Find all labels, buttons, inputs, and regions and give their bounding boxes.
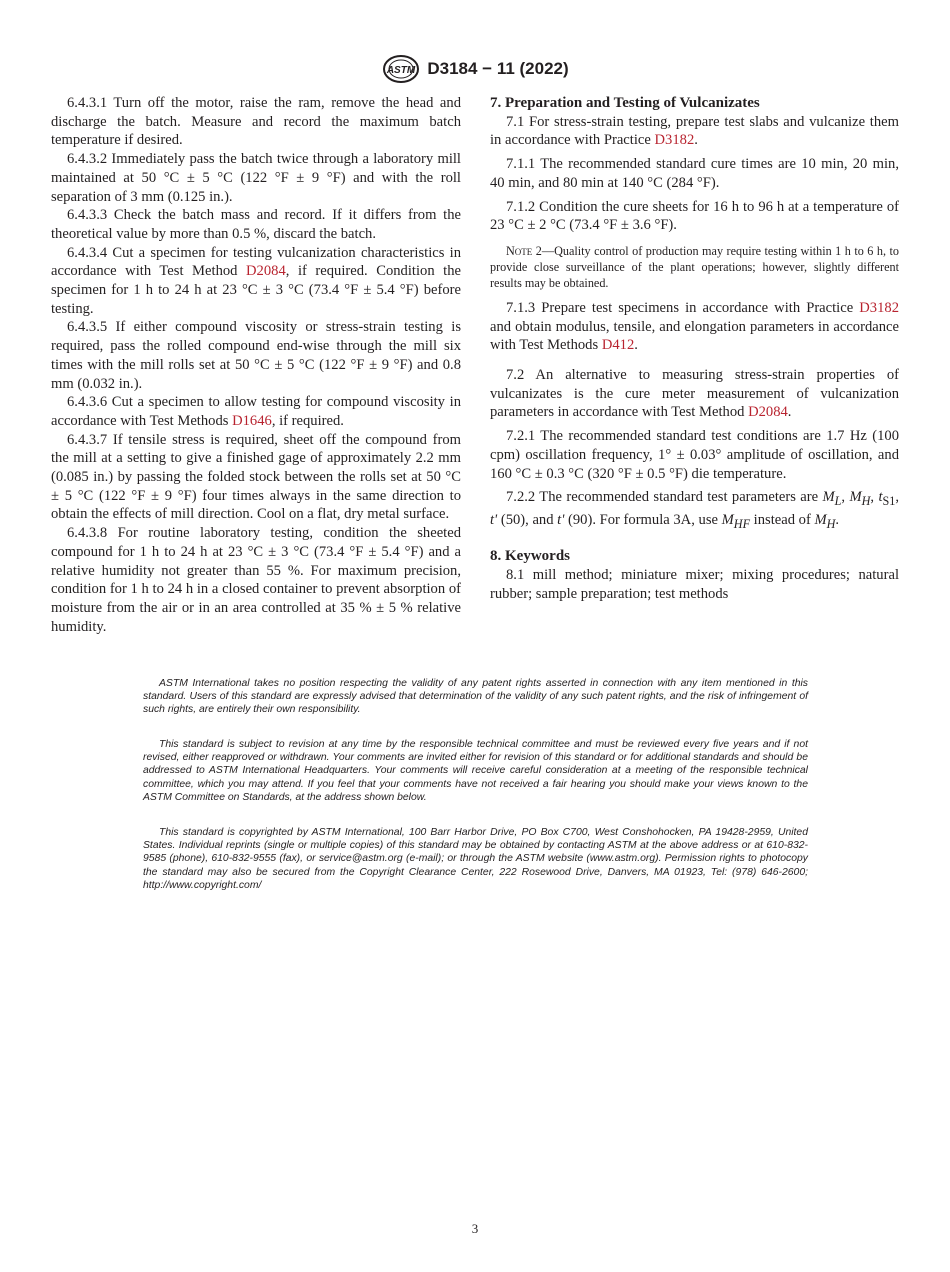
paragraph-8-1: 8.1 mill method; miniature mixer; mixing procedures; natural rubber; sample preparation; test methods	[490, 567, 899, 602]
patent-notice: ASTM International takes no position respecting the validity of any patent rights asserted in connection with any item mentioned in this standard. Users of this standard are expressly advised that determination of the validity of any such patent rights, and the risk of infringement of such rights, are entirely their own responsibility.	[143, 678, 808, 716]
link-d3182[interactable]: D3182	[654, 132, 695, 149]
paragraph-7-2-2: 7.2.2 The recommended standard test parameters are $M_L$, $M_H$, $t_{S1}$, t' (50), and t' (90). For formula 3A, use $M_{HF}$ instead of $M_H$.	[490, 489, 899, 531]
note-2: Note 2—Quality control of production may require testing within 1 h to 6 h, to provide close surveillance of the plant operations; however, slightly different results may be obtained.	[490, 243, 899, 290]
document-designation: D3184 − 11 (2022)	[427, 59, 569, 78]
paragraph-7-1-2: 7.1.2 Condition the cure sheets for 16 h to 96 h at a temperature of 23 °C ± 2 °C (73.4 °F ± 3.6 °F).	[490, 198, 899, 234]
link-d2084[interactable]: D2084	[246, 263, 286, 280]
link-d412[interactable]: D412	[601, 337, 635, 354]
section-8-heading: 8. Keywords	[490, 548, 570, 565]
right-column	[490, 94, 899, 604]
page-header	[0, 52, 950, 86]
paragraph-6-4-3-6: 6.4.3.6 Cut a specimen to allow testing for compound viscosity in accordance with Test Methods D1646, if required.	[51, 394, 461, 429]
paragraph-7-1-3: 7.1.3 Prepare test specimens in accordance with Practice D3182 and obtain modulus, tensile, and elongation parameters in accordance with Test Methods D412.	[490, 299, 899, 354]
paragraph-6-4-3-3: 6.4.3.3 Check the batch mass and record. If it differs from the theoretical value by more than 0.5 %, discard the batch.	[51, 207, 461, 242]
astm-logo-icon	[381, 54, 421, 84]
link-d2084-2[interactable]: D2084	[748, 404, 788, 421]
revision-notice: This standard is subject to revision at any time by the responsible technical committee and must be reviewed every five years and if not revised, either reapproved or withdrawn. Your comments are invited either for revision of this standard or for additional standards and should be addressed to ASTM International Headquarters. Your comments will receive careful consideration at a meeting of the responsible technical committee, which you may attend. If you feel that your comments have not received a fair hearing you should make your views known to the ASTM Committee on Standards, at the address shown below.	[143, 739, 808, 803]
paragraph-7-1-1: 7.1.1 The recommended standard cure times are 10 min, 20 min, 40 min, and 80 min at 140 °C (284 °F).	[490, 156, 899, 191]
link-d1646[interactable]: D1646	[232, 412, 272, 429]
link-d3182-2[interactable]: D3182	[859, 299, 899, 316]
paragraph-6-4-3-8: 6.4.3.8 For routine laboratory testing, condition the sheeted compound for 1 h to 24 h at 23 °C ± 3 °C (73.4 °F ± 5.4 °F) and a relative humidity not greater than 55 %. For maximum precision, condition for 1 h to 24 h in a closed container to prevent absorption of moisture from the air or in an area controlled at 35 % ± 5 % relative humidity.	[51, 525, 461, 635]
paragraph-6-4-3-2: 6.4.3.2 Immediately pass the batch twice through a laboratory mill maintained at 50 °C ± 5 °C (122 °F ± 9 °F) and with the roll separation of 3 mm (0.125 in.).	[51, 151, 461, 205]
paragraph-6-4-3-4: 6.4.3.4 Cut a specimen for testing vulcanization characteristics in accordance with Test Method D2084, if required. Condition the specimen for 1 h to 24 h at 23 °C ± 3 °C (73.4 °F ± 5.4 °F) before testing.	[51, 244, 461, 317]
svg-text:ASTM: ASTM	[387, 65, 416, 76]
paragraph-7-2-1: 7.2.1 The recommended standard test conditions are 1.7 Hz (100 cpm) oscillation frequency, 1° ± 0.03° amplitude of oscillation, and 160 °C ± 0.3 °C (320 °F ± 0.5 °F) die temperature.	[490, 428, 899, 482]
section-7-heading: 7. Preparation and Testing of Vulcanizates	[490, 95, 760, 111]
copyright-notice: This standard is copyrighted by ASTM International, 100 Barr Harbor Drive, PO Box C700, West Conshohocken, PA 19428-2959, United States. Individual reprints (single or multiple copies) of this standard may be obtained by contacting ASTM at the above address or at 610-832-9585 (phone), 610-832-9555 (fax), or service@astm.org (e-mail); or through the ASTM website (www.astm.org). Permission rights to photocopy the standard may also be secured from the Copyright Clearance Center, 222 Rosewood Drive, Danvers, MA 01923, Tel: (978) 646-2600; http://www.copyright.com/	[143, 827, 808, 891]
paragraph-6-4-3-5: 6.4.3.5 If either compound viscosity or stress-strain testing is required, pass the rolled compound end-wise through the mill six times with the mill rolls set at 50 °C ± 5 °C (122 °F ± 9 °F) and 0.8 mm (0.032 in.).	[51, 319, 461, 392]
left-column	[51, 94, 461, 636]
paragraph-7-2: 7.2 An alternative to measuring stress-strain properties of vulcanizates is the cure meter measurement of vulcanization parameters in accordance with Test Method D2084.	[490, 367, 899, 421]
paragraph-7-1: 7.1 For stress-strain testing, prepare test slabs and vulcanize them in accordance with Practice D3182.	[490, 113, 899, 149]
paragraph-6-4-3-1: 6.4.3.1 Turn off the motor, raise the ram, remove the head and discharge the batch. Measure and record the maximum batch temperature if desired.	[51, 95, 461, 149]
page-number: 3	[471, 1221, 479, 1236]
paragraph-6-4-3-7: 6.4.3.7 If tensile stress is required, sheet off the compound from the mill at a setting to give a finished gage of approximately 2.2 mm (0.085 in.) by passing the folded stock between the rolls set at 50 °C ± 5 °C (122 °F ± 9 °F) four times always in the same direction to obtain the effects of mill direction. Cool on a flat, dry metal surface.	[51, 431, 461, 523]
